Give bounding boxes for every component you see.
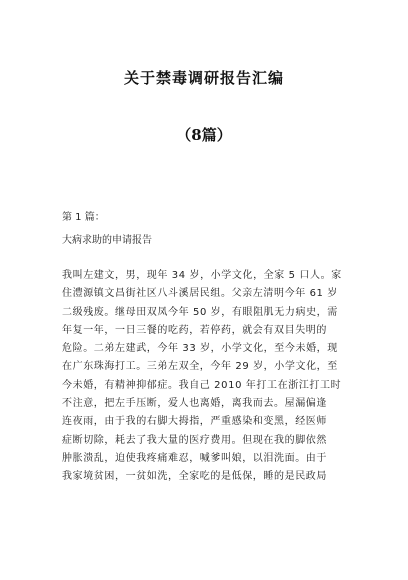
document-count: （8篇） bbox=[176, 126, 232, 144]
body-line: 连夜雨，由于我的右脚大拇指，严重感染和变黑，经医师 bbox=[62, 416, 327, 428]
body-line: 在广东珠海打工。三弟左双全，今年 29 岁，小学文化，至 bbox=[62, 361, 338, 373]
document-title: 关于禁毒调研报告汇编 bbox=[123, 69, 284, 87]
body-line: 危险。二弟左建武，今年 33 岁，小学文化，至今未婚，现 bbox=[62, 343, 338, 355]
section-label: 第 1 篇： bbox=[62, 212, 105, 223]
body-line: 我家境贫困，一贫如洗，全家吃的是低保，睡的是民政局 bbox=[62, 471, 327, 483]
body-line: 症断切除，耗去了我大量的医疗费用。但现在我的脚依然 bbox=[62, 434, 327, 446]
body-paragraph bbox=[62, 267, 354, 487]
body-line: 住澧源镇文昌街社区八斗溪居民组。父亲左清明今年 61 岁 bbox=[62, 288, 338, 300]
body-line: 二级残废。继母田双凤今年 50 岁，有眼阻肌无力病史，需 bbox=[62, 306, 338, 318]
section-heading: 大病求助的申请报告 bbox=[62, 235, 152, 246]
body-line: 肿胀溃乱，迫使我疼痛难忍，喊爹叫娘，以泪洗面。由于 bbox=[62, 452, 327, 464]
body-line: 不注意，把左手压断，爱人也离婚，离我而去。屋漏偏逢 bbox=[62, 398, 327, 410]
body-line: 我叫左建文，男，现年 34 岁，小学文化，全家 5 口人。家 bbox=[62, 270, 342, 281]
body-line: 今未婚，有精神抑郁症。我自己 2010 年打工在浙江打工时 bbox=[62, 379, 342, 391]
body-line: 年复一年，一日三餐的吃药，若停药，就会有双目失明的 bbox=[62, 324, 327, 336]
